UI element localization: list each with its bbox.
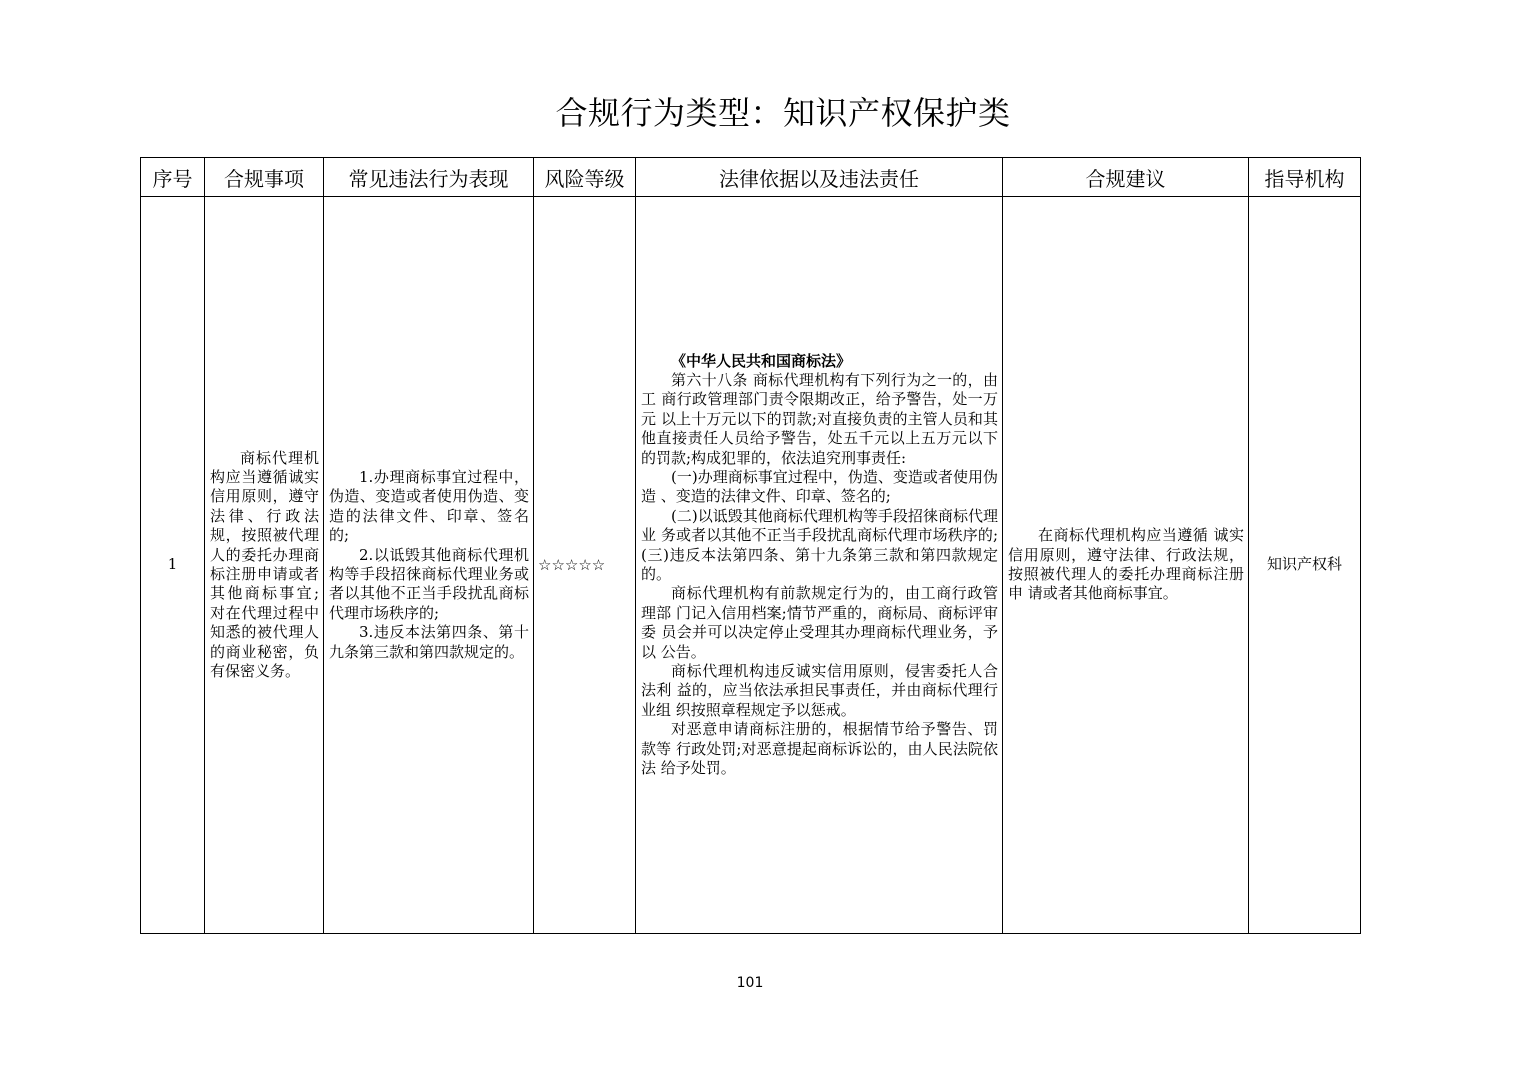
org-text: 知识产权科 [1266, 555, 1342, 574]
advice-text: 在商标代理机构应当遵循 诚实信用原则，遵守法律、行政法规，按照被代理人的委托办理商标注册申 请或者其他商标事宜。 [1008, 526, 1244, 603]
cell-violations [324, 197, 534, 934]
cell-item [205, 197, 324, 934]
law-paragraph: 商标代理机构有前款规定行为的，由工商行政管理部 门记入信用档案;情节严重的，商标局、商标评审委 员会并可以决定停止受理其办理商标代理业务，予以 公告。 [641, 584, 998, 661]
violation-item: 1.办理商标事宜过程中，伪造、变造或者使用伪造、变造的法律文件、印章、签名的; [329, 467, 529, 545]
header-org: 指导机构 [1249, 158, 1361, 197]
item-text: 商标代理机构应当遵循诚实信用原则，遵守法律、行政法规，按照被代理人的委托办理商标注册申请或者其他商标事宜;对在代理过程中知悉的被代理人的商业秘密，负有保密义务。 [210, 448, 319, 681]
law-paragraph: (一)办理商标事宜过程中，伪造、变造或者使用伪造 、变造的法律文件、印章、签名的; [641, 467, 998, 506]
page-title: 合规行为类型：知识产权保护类 [555, 94, 1011, 132]
header-law: 法律依据以及违法责任 [636, 158, 1003, 197]
cell-law [636, 197, 1003, 934]
cell-advice [1003, 197, 1249, 934]
page-number: 101 [736, 975, 764, 991]
header-risk: 风险等级 [534, 158, 636, 197]
header-violations: 常见违法行为表现 [324, 158, 534, 197]
table-header-row [141, 158, 1361, 197]
cell-org [1249, 197, 1361, 934]
cell-seq: 1 [141, 197, 205, 934]
law-paragraph: 对恶意申请商标注册的，根据情节给予警告、罚款等 行政处罚;对恶意提起商标诉讼的，由人民法院依法 给予处罚。 [641, 720, 998, 778]
law-paragraph: (二)以诋毁其他商标代理机构等手段招徕商标代理业 务或者以其他不正当手段扰乱商标代理市场秩序的; (三)违反本法第四条、第十九条第三款和第四款规定 的。 [641, 506, 998, 583]
law-paragraph: 商标代理机构违反诚实信用原则，侵害委托人合法利 益的，应当依法承担民事责任，并由商标代理行业组 织按照章程规定予以惩戒。 [641, 662, 998, 719]
violation-item: 3.违反本法第四条、第十九条第三款和第四款规定的。 [329, 623, 529, 661]
violations-list [324, 468, 533, 662]
header-item: 合规事项 [205, 158, 324, 197]
law-title: 《中华人民共和国商标法》 [671, 351, 852, 370]
table-row [141, 197, 1361, 934]
header-seq: 序号 [141, 158, 205, 197]
cell-risk [534, 197, 636, 934]
risk-stars: ☆☆☆☆☆ [538, 556, 606, 574]
law-text [636, 352, 1002, 779]
compliance-table [140, 157, 1361, 934]
law-paragraph: 第六十八条 商标代理机构有下列行为之一的，由工 商行政管理部门责令限期改正，给予警告，处一万元 以上十万元以下的罚款;对直接负责的主管人员和其 他直接责任人员给予警告，处五千元以上五万元以下 的罚款;构成犯罪的，依法追究刑事责任: [641, 370, 998, 467]
header-advice: 合规建议 [1003, 158, 1249, 197]
violation-item: 2.以诋毁其他商标代理机构等手段招徕商标代理业务或者以其他不正当手段扰乱商标代理市场秩序的; [329, 545, 529, 622]
